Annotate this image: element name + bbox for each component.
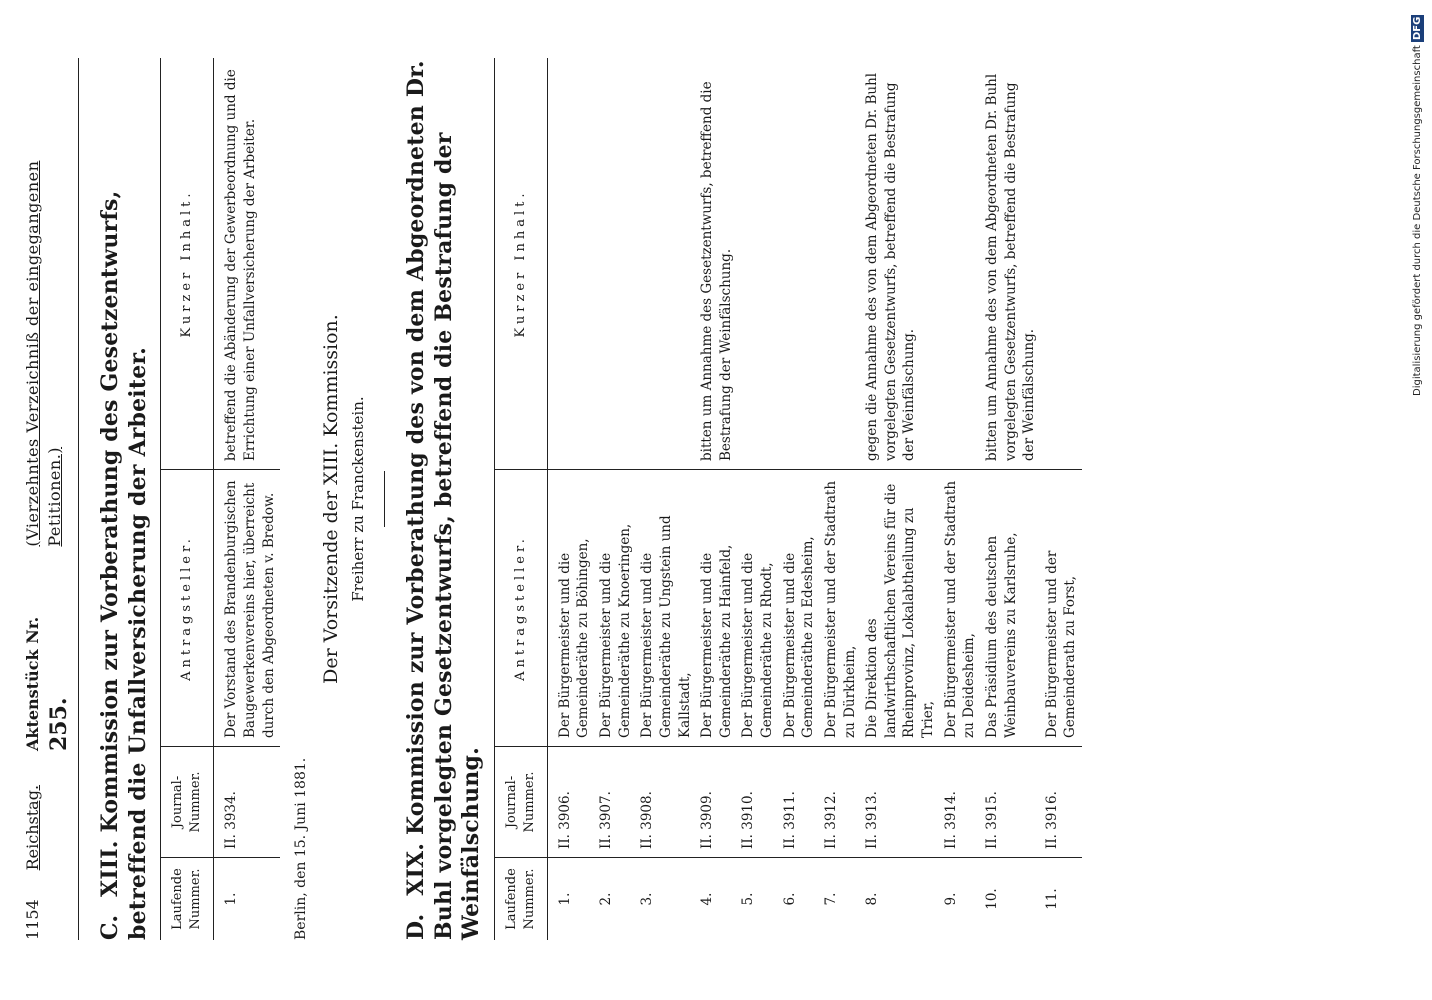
section-d-heading [403, 58, 486, 940]
table-row [214, 58, 280, 940]
table-row [547, 58, 595, 940]
cell-lfd: 4. [699, 892, 716, 906]
page-number: 1154 [23, 899, 42, 940]
cell-lfd: 10. [983, 888, 1000, 910]
cell-antragsteller: Der Bürgermeister und der Stadtrath zu Deidesheim, [940, 470, 981, 747]
cell-inhalt [636, 58, 696, 470]
cell-antragsteller: Die Direktion des landwirthschaftlichen Vereins für die Rheinprovinz, Lokalabtheilung zu Trier, [861, 470, 940, 747]
cell-journal: II. 3912. [820, 747, 861, 858]
cell-journal: II. 3909. [696, 747, 737, 858]
column-header-journal: Journal-Nummer. [161, 747, 214, 858]
cell-journal: II. 3913. [861, 747, 940, 858]
cell-journal: II. 3907. [595, 747, 636, 858]
running-context: (Vierzehntes Verzeichniß der eingegangenen Petitionen.) [23, 160, 65, 547]
section-c-heading [97, 58, 152, 940]
cell-inhalt: bitten um Annahme des von dem Abgeordneten Dr. Buhl vorgelegten Gesetzentwurfs, betreffend die Bestrafung der Weinfälschung. [981, 58, 1041, 470]
column-header-antragsteller: Antragsteller. [494, 470, 547, 747]
document-number-value: 255. [46, 697, 73, 752]
cell-inhalt [737, 58, 778, 470]
cell-journal: II. 3934. [214, 747, 280, 858]
document-prefix: Aktenstück Nr. [23, 616, 42, 752]
signature-block [318, 58, 369, 940]
cell-antragsteller: Das Präsidium des deutschen Weinbauvereins zu Karlsruhe, [981, 470, 1041, 747]
section-c-letter: C. [97, 914, 124, 940]
table-row [696, 58, 737, 940]
cell-journal: II. 3915. [981, 747, 1041, 858]
table-row [820, 58, 861, 940]
cell-journal: II. 3914. [940, 747, 981, 858]
document-number [22, 559, 74, 751]
table-row [636, 58, 696, 940]
cell-antragsteller: Der Bürgermeister und die Gemeinderäthe zu Rhodt, [737, 470, 778, 747]
cell-antragsteller: Der Bürgermeister und die Gemeinderäthe zu Ungstein und Kallstadt, [636, 470, 696, 747]
section-c-table [160, 58, 280, 940]
dfg-credit [1406, 4, 1430, 396]
table-header-row [494, 58, 547, 940]
cell-lfd: 9. [942, 892, 959, 906]
table-row [779, 58, 820, 940]
signature-name: Freiherr zu Franckenstein. [348, 396, 367, 602]
cell-antragsteller: Der Bürgermeister und die Gemeinderäthe zu Knoeringen, [595, 470, 636, 747]
section-d-title: XIX. Kommission zur Vorberathung des von dem Abgeordneten Dr. Buhl vorgelegten Gesetzentwurfs, betreffend die Bestrafung der Weinfälschung. [403, 60, 485, 940]
running-head [22, 58, 79, 940]
cell-antragsteller: Der Bürgermeister und der Stadtrath zu Dürkheim, [820, 470, 861, 747]
dfg-logo-badge: DFG [1412, 16, 1423, 40]
cell-inhalt [547, 58, 595, 470]
cell-inhalt [940, 58, 981, 470]
cell-lfd: 2. [598, 892, 615, 906]
table-row [737, 58, 778, 940]
cell-lfd: 3. [639, 892, 656, 906]
cell-lfd: 8. [864, 892, 881, 906]
cell-inhalt: bitten um Annahme des Gesetzentwurfs, betreffend die Bestrafung der Weinfälschung. [696, 58, 737, 470]
signature-title: Der Vorsitzende der XIII. Kommission. [319, 314, 342, 684]
column-header-journal: Journal-Nummer. [494, 747, 547, 858]
cell-antragsteller: Der Bürgermeister und die Gemeinderäthe zu Edesheim, [779, 470, 820, 747]
cell-inhalt [595, 58, 636, 470]
section-d-table [494, 58, 1082, 940]
cell-journal: II. 3906. [547, 747, 595, 858]
cell-journal: II. 3911. [779, 747, 820, 858]
cell-antragsteller: Der Bürgermeister und die Gemeinderäthe zu Hainfeld, [696, 470, 737, 747]
cell-antragsteller: Der Bürgermeister und der Gemeinderath zu Forst, [1041, 470, 1082, 747]
column-header-lfd: Laufende Nummer. [161, 858, 214, 941]
cell-lfd: 1. [556, 892, 573, 906]
cell-inhalt: gegen die Annahme des von dem Abgeordneten Dr. Buhl vorgelegten Gesetzentwurfs, betreffend die Bestrafung der Weinfälschung. [861, 58, 940, 470]
column-header-inhalt: Kurzer Inhalt. [494, 58, 547, 470]
section-c-title: XIII. Kommission zur Vorberathung des Gesetzentwurfs, betreffend die Unfallversicherung der Arbeiter. [97, 190, 151, 940]
place-date: Berlin, den 15. Juni 1881. [293, 757, 310, 940]
cell-lfd: 7. [822, 892, 839, 906]
table-header-row [161, 58, 214, 940]
cell-inhalt [1041, 58, 1082, 470]
column-header-lfd: Laufende Nummer. [494, 858, 547, 941]
table-row [981, 58, 1041, 940]
cell-journal: II. 3908. [636, 747, 696, 858]
running-title: Reichstag. [23, 784, 42, 871]
cell-journal: II. 3910. [737, 747, 778, 858]
cell-lfd: 5. [740, 892, 757, 906]
cell-inhalt [820, 58, 861, 470]
cell-journal: II. 3916. [1041, 747, 1082, 858]
table-row [940, 58, 981, 940]
cell-lfd: 1. [223, 892, 240, 906]
cell-inhalt: betreffend die Abänderung der Gewerbeordnung und die Errichtung einer Unfallversicherung der Arbeiter. [214, 58, 280, 470]
cell-antragsteller: Der Vorstand des Brandenburgischen Baugewerkenvereins hier, überreicht durch den Abgeordneten v. Bredow. [214, 470, 280, 747]
cell-inhalt [779, 58, 820, 470]
table-row [1041, 58, 1082, 940]
table-row [861, 58, 940, 940]
column-header-inhalt: Kurzer Inhalt. [161, 58, 214, 470]
dfg-credit-text: Digitalisierung gefördert durch die Deutsche Forschungsgemeinschaft [1412, 45, 1423, 396]
section-d-letter: D. [403, 913, 430, 940]
cell-lfd: 6. [781, 892, 798, 906]
table-row [595, 58, 636, 940]
cell-antragsteller: Der Bürgermeister und die Gemeinderäthe zu Böhingen, [547, 470, 595, 747]
section-divider [384, 471, 385, 527]
cell-lfd: 11. [1043, 888, 1060, 910]
column-header-antragsteller: Antragsteller. [161, 470, 214, 747]
